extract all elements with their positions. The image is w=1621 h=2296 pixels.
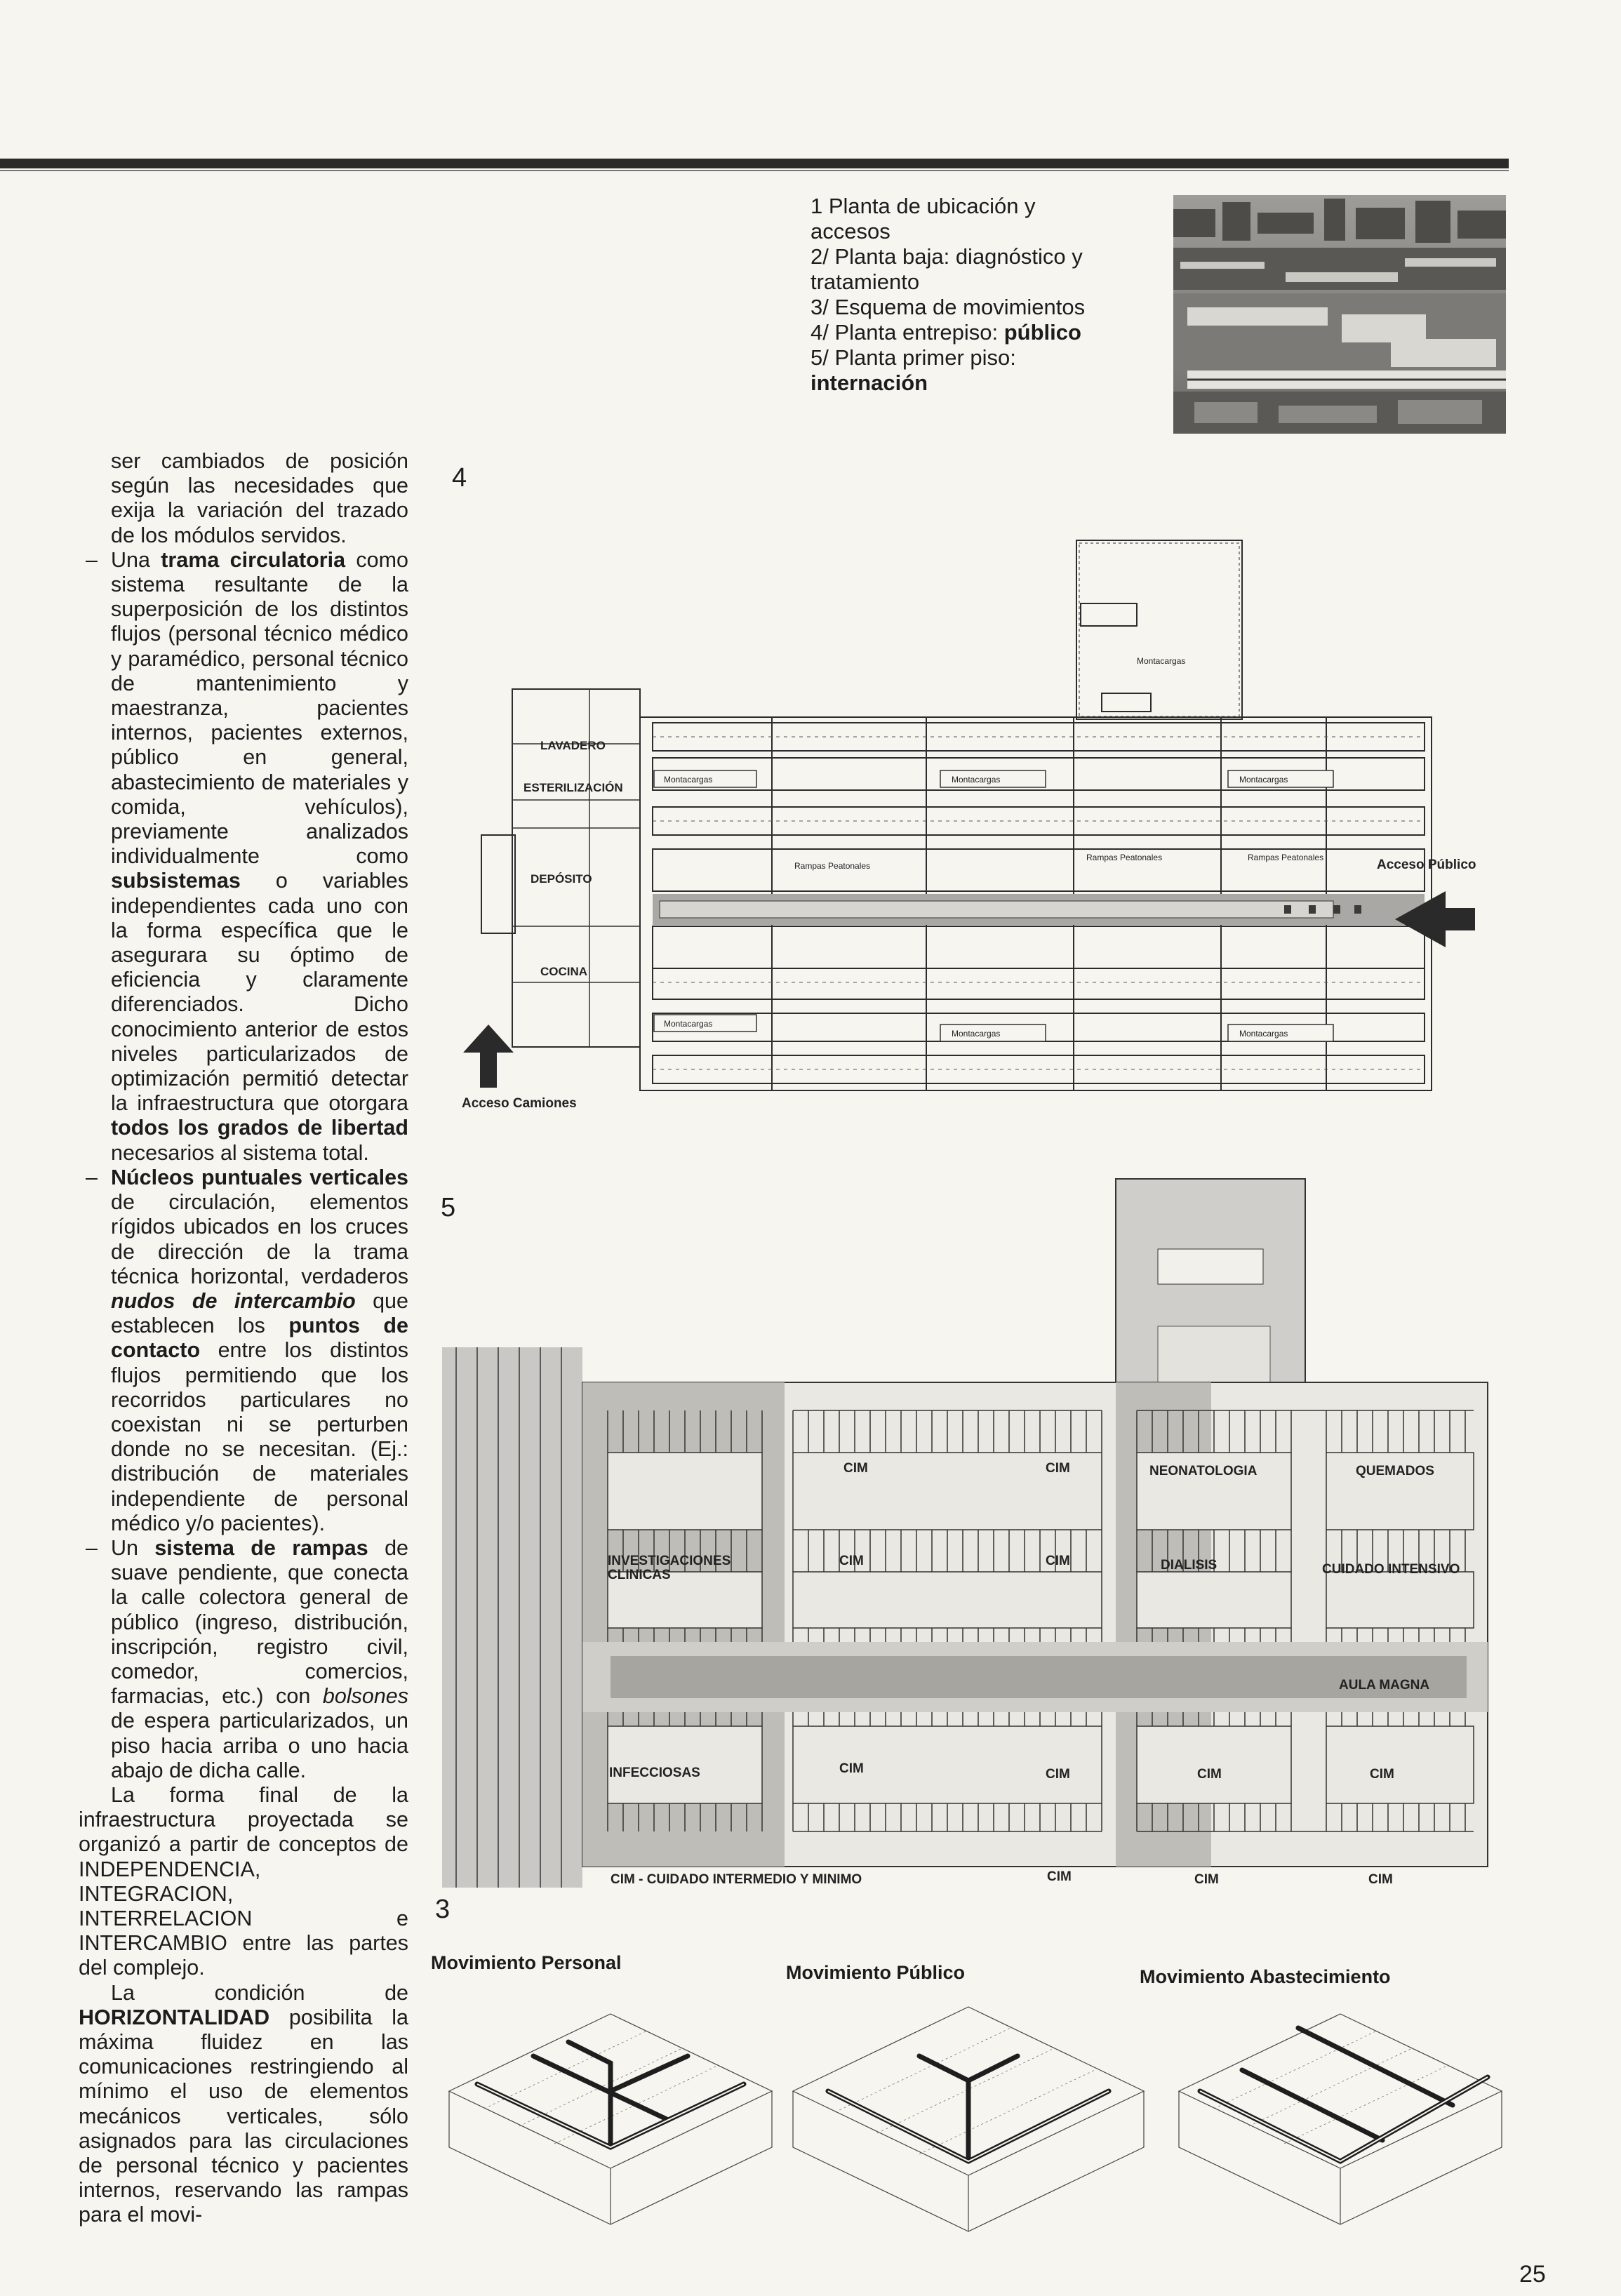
- label-rampas: Rampas Peatonales: [1086, 853, 1163, 862]
- label-montacargas: Montacargas: [952, 1029, 1001, 1039]
- figure-captions: [810, 194, 1119, 396]
- label-cocina: COCINA: [540, 965, 588, 978]
- paragraph: La condición de HORIZONTALIDAD posibilita la máxima fluidez en las comunicaciones restringiendo al mínimo el uso de elementos mecánicos verticales, sólo asignados para las circulaciones de personal técnico y pacientes internos, reservando las rampas para el movi-: [79, 1980, 408, 2227]
- label-montacargas: Montacargas: [664, 1019, 713, 1029]
- header-rule-thin: [0, 170, 1509, 171]
- label-cim: CIM: [1047, 1869, 1072, 1884]
- aerial-photo: [1173, 195, 1506, 434]
- label-quemados: QUEMADOS: [1356, 1464, 1434, 1479]
- diagram-title-personal: Movimiento Personal: [431, 1952, 622, 1973]
- caption-line: 5/ Planta primer piso:: [810, 345, 1016, 370]
- body-text: [79, 449, 408, 2228]
- figure-number: 3: [435, 1895, 451, 1924]
- paragraph: ser cambiados de posición según las necesidades que exija la variación del trazado de los módulos servidos.: [111, 449, 408, 547]
- list-item: – Un sistema de rampas de suave pendiente, que conecta la calle colectora general de público (ingreso, distribución, inscripción, registro civil, comedor, comercios, farmacias, etc.) con bolsones de espera particularizados, un piso hacia arriba o uno hacia abajo de dicha calle.: [79, 1536, 408, 1783]
- label-montacargas: Montacargas: [1239, 1029, 1288, 1039]
- list-item: – Núcleos puntuales verticales de circulación, elementos rígidos ubicados en los cruces de dirección de la trama técnica horizontal, verdaderos nudos de intercambio que establecen los puntos de contacto entre los distintos flujos permitiendo que los recorridos particulares no coexistan ni se perturben donde no se necesitan. (Ej.: distribución de materiales independiente de personal médico y/o pacientes).: [79, 1166, 408, 1536]
- caption-line: tratamiento: [810, 269, 920, 294]
- label-cim: CIM: [1370, 1767, 1394, 1782]
- label-clinicas: CLINICAS: [608, 1568, 671, 1582]
- label-investigaciones: INVESTIGACIONES: [608, 1554, 731, 1568]
- caption-line: 1 Planta de ubicación y: [810, 194, 1036, 218]
- label-montacargas: Montacargas: [1239, 775, 1288, 785]
- label-cim: CIM: [1046, 1461, 1070, 1476]
- plan-figure-5: [442, 1172, 1495, 1902]
- label-cim: CIM: [1194, 1872, 1219, 1887]
- label-dialisis: DIALISIS: [1161, 1558, 1218, 1573]
- label-cim: CIM: [839, 1554, 864, 1568]
- arrow-up-icon: [463, 1024, 514, 1088]
- label-montacargas: Montacargas: [664, 775, 713, 785]
- caption-line: 4/ Planta entrepiso: público: [810, 320, 1081, 345]
- label-rampas: Rampas Peatonales: [794, 861, 871, 871]
- label-neonatologia: NEONATOLOGIA: [1149, 1464, 1258, 1479]
- diagram-title-abastecimiento: Movimiento Abastecimiento: [1140, 1966, 1391, 1987]
- label-deposito: DEPÓSITO: [531, 872, 592, 886]
- label-cim: CIM: [843, 1461, 868, 1476]
- label-montacargas: Montacargas: [952, 775, 1001, 785]
- legend-cim: CIM - CUIDADO INTERMEDIO Y MINIMO: [611, 1872, 862, 1887]
- label-cim: CIM: [839, 1761, 864, 1776]
- page-number: 25: [1519, 2261, 1546, 2288]
- caption-line: 2/ Planta baja: diagnóstico y: [810, 244, 1083, 269]
- label-cim: CIM: [1046, 1767, 1070, 1782]
- caption-line: internación: [810, 371, 928, 395]
- label-rampas: Rampas Peatonales: [1248, 853, 1324, 862]
- label-aula-magna: AULA MAGNA: [1339, 1678, 1430, 1693]
- figure-number: 5: [441, 1193, 456, 1222]
- label-cuidado-intensivo: CUIDADO INTENSIVO: [1322, 1562, 1460, 1577]
- diagram-title-publico: Movimiento Público: [786, 1962, 966, 1983]
- caption-line: accesos: [810, 219, 890, 243]
- label-esterilizacion: ESTERILIZACIÓN: [523, 781, 623, 794]
- label-infecciosas: INFECCIOSAS: [609, 1766, 700, 1780]
- movement-diagrams: [435, 1986, 1516, 2267]
- header-rule: [0, 159, 1509, 168]
- caption-line: 3/ Esquema de movimientos: [810, 295, 1086, 319]
- paragraph: La forma final de la infraestructura proyectada se organizó a partir de conceptos de INDEPENDENCIA, INTEGRACION, INTERRELACION e INTERCAMBIO entre las partes del complejo.: [79, 1782, 408, 1980]
- label-lavadero: LAVADERO: [540, 739, 606, 752]
- plan-figure-4: [449, 533, 1502, 1151]
- figure-number: 4: [452, 463, 467, 493]
- label-acceso-camiones: Acceso Camiones: [462, 1096, 577, 1111]
- label-cim: CIM: [1197, 1767, 1222, 1782]
- label-cim: CIM: [1046, 1554, 1070, 1568]
- label-cim: CIM: [1368, 1872, 1393, 1887]
- list-item: – Una trama circulatoria como sistema resultante de la superposición de los distintos flujos (personal técnico médico y paramédico, personal técnico de mantenimiento y maestranza, pacientes internos, pacientes externos, público en general, abastecimiento de materiales y comida, vehículos), previamente analizados individualmente como subsistemas o variables independientes cada uno con la forma específica que le asegurara su óptimo de eficiencia y claramente diferenciados. Dicho conocimiento anterior de estos niveles particularizados de optimización permitió detectar la infraestructura que otorgara todos los grados de libertad necesarios al sistema total.: [79, 548, 408, 1166]
- label-acceso-publico: Acceso Público: [1377, 857, 1476, 872]
- label-montacargas: Montacargas: [1137, 656, 1186, 666]
